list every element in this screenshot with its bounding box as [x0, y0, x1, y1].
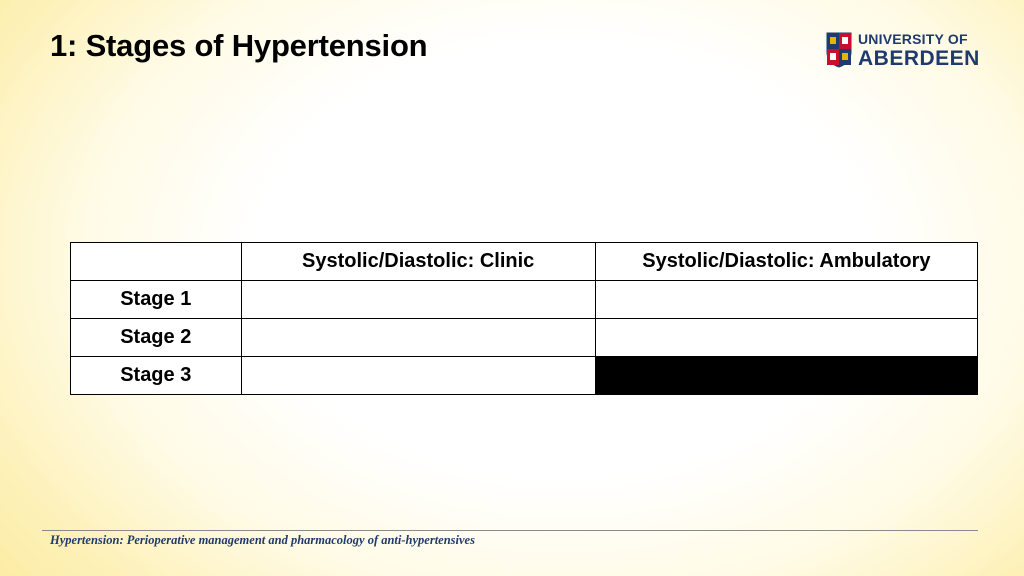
table-header-row [71, 243, 978, 281]
stage-label: Stage 1 [71, 281, 242, 319]
clinic-cell [241, 281, 595, 319]
ambulatory-cell-blacked-out [595, 357, 977, 395]
header-cell-clinic: Systolic/Diastolic: Clinic [241, 243, 595, 281]
slide-title: 1: Stages of Hypertension [50, 28, 428, 63]
stage-label: Stage 2 [71, 319, 242, 357]
header-cell-blank [71, 243, 242, 281]
crest-icon [826, 32, 852, 68]
logo-wordmark [858, 32, 980, 69]
table-row [71, 357, 978, 395]
clinic-cell [241, 319, 595, 357]
header-cell-ambulatory: Systolic/Diastolic: Ambulatory [595, 243, 977, 281]
ambulatory-cell [595, 281, 977, 319]
clinic-cell [241, 357, 595, 395]
logo-line-university-of: UNIVERSITY OF [858, 30, 968, 47]
footer-divider [42, 530, 978, 531]
table-row [71, 319, 978, 357]
footer-text: Hypertension: Perioperative management and pharmacology of anti-hypertensives [50, 533, 475, 547]
university-logo [826, 30, 982, 70]
logo-line-aberdeen: ABERDEEN [858, 46, 980, 70]
hypertension-stages-table [70, 242, 978, 395]
table-row [71, 281, 978, 319]
ambulatory-cell [595, 319, 977, 357]
stage-label: Stage 3 [71, 357, 242, 395]
